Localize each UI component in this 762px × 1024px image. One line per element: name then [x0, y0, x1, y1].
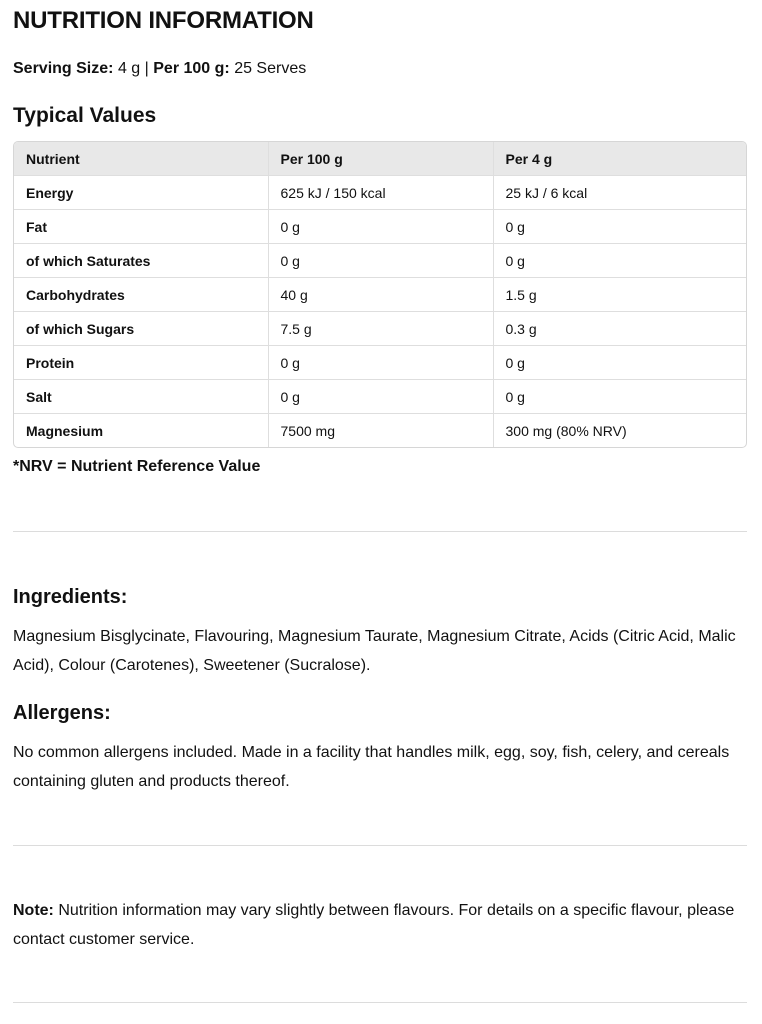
column-header-per-100g: Per 100 g	[268, 142, 493, 176]
nutrient-name: Salt	[14, 380, 268, 414]
table-row	[14, 244, 746, 278]
nutrient-name: Energy	[14, 176, 268, 210]
table-row	[14, 210, 746, 244]
per-100g-cell: 7500 mg	[268, 414, 493, 448]
nutrition-table-wrapper	[13, 141, 747, 448]
nutrient-name: Fat	[14, 210, 268, 244]
note-label: Note:	[13, 902, 54, 919]
per-100g-cell: 625 kJ / 150 kcal	[268, 176, 493, 210]
serving-size-label: Serving Size:	[13, 60, 114, 77]
nutrient-name: of which Sugars	[14, 312, 268, 346]
per-4g-cell: 0.3 g	[493, 312, 746, 346]
serving-separator: |	[144, 60, 149, 77]
per-4g-cell: 300 mg (80% NRV)	[505, 422, 627, 439]
table-row	[14, 380, 746, 414]
divider	[13, 845, 747, 846]
serving-info	[13, 60, 306, 78]
allergens-heading: Allergens:	[13, 702, 111, 724]
divider	[13, 1002, 747, 1003]
per-100g-cell: 0 g	[268, 210, 493, 244]
page-title: NUTRITION INFORMATION	[13, 7, 314, 34]
nutrient-name: Magnesium	[14, 414, 268, 448]
column-header-nutrient: Nutrient	[14, 142, 268, 176]
per-4g-cell: 1.5 g	[493, 278, 746, 312]
per-4g-cell: 0 g	[493, 210, 746, 244]
per-100g-cell: 7.5 g	[268, 312, 493, 346]
nutrition-table	[14, 142, 746, 447]
table-row	[14, 346, 746, 380]
note-text: Nutrition information may vary slightly between flavours. For details on a specific flavour, please contact customer service.	[13, 902, 735, 948]
per-100g-cell: 0 g	[268, 244, 493, 278]
per-100g-cell: 40 g	[268, 278, 493, 312]
table-row	[14, 312, 746, 346]
serving-size-value: 4 g	[117, 60, 141, 77]
note-paragraph	[13, 896, 747, 954]
per-4g-cell: 25 kJ / 6 kcal	[493, 176, 746, 210]
per-4g-cell: 0 g	[493, 244, 746, 278]
nutrient-name: Carbohydrates	[14, 278, 268, 312]
table-row	[14, 176, 746, 210]
table-header-row	[14, 142, 746, 176]
allergens-text: No common allergens included. Made in a facility that handles milk, egg, soy, fish, celery, and cereals containing gluten and products thereof.	[13, 744, 730, 790]
per-4g-cell: 0 g	[493, 346, 746, 380]
per-100g-cell: 0 g	[268, 380, 493, 414]
ingredients-text: Magnesium Bisglycinate, Flavouring, Magnesium Taurate, Magnesium Citrate, Acids (Citric Acid, Malic Acid), Colour (Carotenes), Sweetener (Sucralose).	[13, 628, 736, 674]
divider	[13, 531, 747, 532]
column-header-per-4g: Per 4 g	[493, 142, 746, 176]
nutrient-name: Protein	[14, 346, 268, 380]
per-100g-label: Per 100 g:	[153, 60, 230, 77]
table-row	[14, 414, 746, 448]
table-row	[14, 278, 746, 312]
typical-values-heading: Typical Values	[13, 104, 157, 127]
per-100g-cell: 0 g	[268, 346, 493, 380]
per-4g-cell: 0 g	[493, 380, 746, 414]
nutrient-name: of which Saturates	[14, 244, 268, 278]
ingredients-heading: Ingredients:	[13, 586, 128, 608]
nrv-footnote: *NRV = Nutrient Reference Value	[13, 458, 261, 475]
per-100g-value: 25 Serves	[234, 60, 307, 77]
